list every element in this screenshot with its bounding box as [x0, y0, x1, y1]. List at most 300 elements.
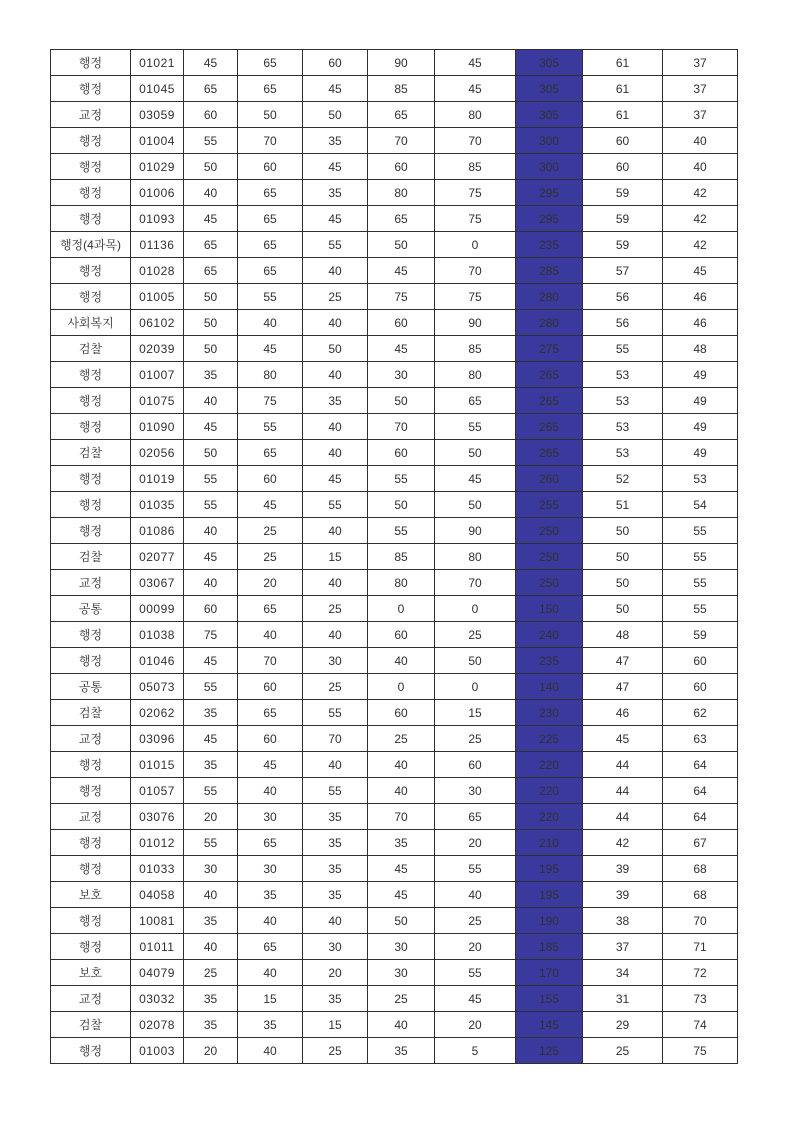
cell-score4: 45	[368, 336, 435, 362]
cell-total: 225	[516, 726, 583, 752]
table-row	[51, 466, 738, 492]
cell-score2: 65	[238, 258, 303, 284]
cell-score3: 35	[303, 128, 368, 154]
cell-average: 56	[583, 284, 663, 310]
table-row	[51, 206, 738, 232]
cell-score1: 20	[184, 1038, 238, 1064]
cell-score3: 35	[303, 804, 368, 830]
cell-score5: 0	[435, 596, 516, 622]
cell-score2: 40	[238, 908, 303, 934]
cell-score3: 45	[303, 154, 368, 180]
table-row	[51, 700, 738, 726]
cell-total: 280	[516, 284, 583, 310]
cell-rank: 55	[663, 570, 738, 596]
cell-average: 50	[583, 518, 663, 544]
table-row	[51, 336, 738, 362]
cell-rank: 55	[663, 596, 738, 622]
cell-rank: 42	[663, 206, 738, 232]
cell-score1: 40	[184, 882, 238, 908]
cell-category: 행정	[51, 908, 131, 934]
cell-exam_no: 01015	[131, 752, 184, 778]
cell-exam_no: 03067	[131, 570, 184, 596]
cell-rank: 63	[663, 726, 738, 752]
cell-score1: 35	[184, 362, 238, 388]
cell-total: 250	[516, 570, 583, 596]
cell-score4: 65	[368, 206, 435, 232]
cell-score2: 70	[238, 128, 303, 154]
cell-rank: 37	[663, 102, 738, 128]
cell-score5: 45	[435, 466, 516, 492]
cell-score5: 45	[435, 50, 516, 76]
cell-score4: 30	[368, 960, 435, 986]
cell-score2: 40	[238, 622, 303, 648]
cell-category: 행정	[51, 414, 131, 440]
cell-rank: 42	[663, 180, 738, 206]
cell-exam_no: 01093	[131, 206, 184, 232]
cell-score4: 0	[368, 596, 435, 622]
cell-score1: 65	[184, 76, 238, 102]
cell-rank: 67	[663, 830, 738, 856]
cell-score3: 40	[303, 414, 368, 440]
cell-average: 50	[583, 570, 663, 596]
cell-score1: 55	[184, 830, 238, 856]
cell-score3: 40	[303, 752, 368, 778]
cell-score3: 30	[303, 648, 368, 674]
cell-score2: 65	[238, 596, 303, 622]
cell-exam_no: 03059	[131, 102, 184, 128]
cell-score3: 35	[303, 882, 368, 908]
cell-average: 31	[583, 986, 663, 1012]
cell-exam_no: 01021	[131, 50, 184, 76]
table-row	[51, 622, 738, 648]
cell-exam_no: 06102	[131, 310, 184, 336]
cell-rank: 40	[663, 154, 738, 180]
cell-total: 305	[516, 76, 583, 102]
cell-rank: 55	[663, 544, 738, 570]
cell-score4: 80	[368, 570, 435, 596]
cell-score1: 45	[184, 544, 238, 570]
cell-score1: 45	[184, 726, 238, 752]
cell-score3: 55	[303, 778, 368, 804]
table-row	[51, 102, 738, 128]
cell-rank: 62	[663, 700, 738, 726]
cell-score2: 65	[238, 830, 303, 856]
cell-total: 235	[516, 232, 583, 258]
table-row	[51, 544, 738, 570]
cell-average: 45	[583, 726, 663, 752]
cell-score3: 40	[303, 518, 368, 544]
cell-score1: 65	[184, 232, 238, 258]
cell-score2: 35	[238, 882, 303, 908]
cell-score4: 25	[368, 726, 435, 752]
cell-average: 61	[583, 76, 663, 102]
cell-exam_no: 01086	[131, 518, 184, 544]
cell-category: 교정	[51, 102, 131, 128]
cell-rank: 37	[663, 50, 738, 76]
cell-score3: 50	[303, 102, 368, 128]
cell-rank: 42	[663, 232, 738, 258]
cell-category: 행정	[51, 856, 131, 882]
cell-score5: 90	[435, 518, 516, 544]
cell-score2: 40	[238, 778, 303, 804]
cell-score3: 30	[303, 934, 368, 960]
cell-category: 행정	[51, 388, 131, 414]
cell-score2: 65	[238, 232, 303, 258]
cell-average: 42	[583, 830, 663, 856]
cell-score2: 45	[238, 336, 303, 362]
cell-score5: 5	[435, 1038, 516, 1064]
cell-score2: 15	[238, 986, 303, 1012]
cell-score5: 85	[435, 154, 516, 180]
cell-rank: 49	[663, 414, 738, 440]
cell-rank: 45	[663, 258, 738, 284]
cell-rank: 68	[663, 856, 738, 882]
cell-score4: 70	[368, 414, 435, 440]
cell-exam_no: 02056	[131, 440, 184, 466]
cell-exam_no: 01033	[131, 856, 184, 882]
cell-total: 190	[516, 908, 583, 934]
cell-score3: 15	[303, 544, 368, 570]
cell-total: 220	[516, 804, 583, 830]
cell-score2: 65	[238, 206, 303, 232]
cell-rank: 53	[663, 466, 738, 492]
cell-score5: 75	[435, 284, 516, 310]
cell-exam_no: 01029	[131, 154, 184, 180]
cell-score1: 40	[184, 934, 238, 960]
cell-score5: 20	[435, 934, 516, 960]
cell-score3: 40	[303, 362, 368, 388]
cell-score3: 20	[303, 960, 368, 986]
cell-score4: 85	[368, 76, 435, 102]
cell-score5: 25	[435, 622, 516, 648]
table-row	[51, 76, 738, 102]
cell-category: 사회복지	[51, 310, 131, 336]
cell-rank: 75	[663, 1038, 738, 1064]
cell-score5: 70	[435, 258, 516, 284]
table-row	[51, 128, 738, 154]
cell-exam_no: 01019	[131, 466, 184, 492]
cell-rank: 54	[663, 492, 738, 518]
cell-score4: 85	[368, 544, 435, 570]
cell-score4: 50	[368, 908, 435, 934]
cell-score2: 25	[238, 518, 303, 544]
cell-score2: 30	[238, 804, 303, 830]
cell-score2: 60	[238, 674, 303, 700]
cell-score1: 55	[184, 466, 238, 492]
cell-score2: 45	[238, 752, 303, 778]
cell-score5: 0	[435, 674, 516, 700]
cell-exam_no: 01003	[131, 1038, 184, 1064]
cell-score1: 50	[184, 336, 238, 362]
cell-total: 210	[516, 830, 583, 856]
score-table	[50, 49, 738, 1064]
cell-score5: 15	[435, 700, 516, 726]
cell-score1: 50	[184, 154, 238, 180]
cell-score2: 20	[238, 570, 303, 596]
cell-score5: 80	[435, 544, 516, 570]
cell-category: 행정	[51, 622, 131, 648]
cell-score2: 65	[238, 76, 303, 102]
cell-average: 60	[583, 154, 663, 180]
cell-score5: 50	[435, 492, 516, 518]
cell-score1: 40	[184, 388, 238, 414]
cell-total: 125	[516, 1038, 583, 1064]
cell-total: 265	[516, 362, 583, 388]
cell-exam_no: 01136	[131, 232, 184, 258]
cell-total: 195	[516, 882, 583, 908]
cell-score1: 60	[184, 596, 238, 622]
cell-score4: 55	[368, 466, 435, 492]
cell-score4: 40	[368, 648, 435, 674]
cell-score3: 50	[303, 336, 368, 362]
cell-score1: 65	[184, 258, 238, 284]
cell-score1: 35	[184, 986, 238, 1012]
cell-average: 47	[583, 648, 663, 674]
cell-score3: 25	[303, 284, 368, 310]
cell-exam_no: 01035	[131, 492, 184, 518]
cell-category: 검찰	[51, 700, 131, 726]
cell-total: 140	[516, 674, 583, 700]
cell-score3: 45	[303, 466, 368, 492]
cell-category: 행정	[51, 830, 131, 856]
cell-average: 44	[583, 752, 663, 778]
table-row	[51, 258, 738, 284]
table-row	[51, 648, 738, 674]
cell-total: 250	[516, 544, 583, 570]
cell-exam_no: 01075	[131, 388, 184, 414]
cell-exam_no: 01012	[131, 830, 184, 856]
cell-exam_no: 10081	[131, 908, 184, 934]
cell-category: 행정	[51, 258, 131, 284]
cell-score3: 45	[303, 206, 368, 232]
cell-exam_no: 01038	[131, 622, 184, 648]
score-table-body	[51, 50, 738, 1064]
cell-score4: 65	[368, 102, 435, 128]
cell-score1: 55	[184, 778, 238, 804]
cell-score2: 40	[238, 960, 303, 986]
cell-score3: 55	[303, 700, 368, 726]
cell-score3: 60	[303, 50, 368, 76]
cell-exam_no: 02039	[131, 336, 184, 362]
cell-total: 295	[516, 180, 583, 206]
cell-rank: 55	[663, 518, 738, 544]
cell-score4: 50	[368, 492, 435, 518]
cell-exam_no: 01011	[131, 934, 184, 960]
cell-score4: 50	[368, 388, 435, 414]
cell-score1: 75	[184, 622, 238, 648]
cell-total: 280	[516, 310, 583, 336]
cell-total: 305	[516, 102, 583, 128]
cell-score5: 70	[435, 128, 516, 154]
cell-score5: 60	[435, 752, 516, 778]
cell-average: 59	[583, 232, 663, 258]
table-row	[51, 388, 738, 414]
table-row	[51, 154, 738, 180]
cell-average: 59	[583, 180, 663, 206]
cell-score4: 60	[368, 154, 435, 180]
cell-score2: 60	[238, 726, 303, 752]
cell-score2: 35	[238, 1012, 303, 1038]
cell-score2: 70	[238, 648, 303, 674]
cell-total: 235	[516, 648, 583, 674]
cell-score1: 25	[184, 960, 238, 986]
cell-average: 44	[583, 778, 663, 804]
cell-score4: 90	[368, 50, 435, 76]
cell-total: 265	[516, 440, 583, 466]
cell-exam_no: 01028	[131, 258, 184, 284]
cell-score4: 70	[368, 128, 435, 154]
cell-exam_no: 01004	[131, 128, 184, 154]
cell-score5: 45	[435, 986, 516, 1012]
cell-exam_no: 02078	[131, 1012, 184, 1038]
cell-score4: 80	[368, 180, 435, 206]
cell-rank: 68	[663, 882, 738, 908]
cell-score2: 60	[238, 154, 303, 180]
cell-score5: 25	[435, 726, 516, 752]
cell-exam_no: 05073	[131, 674, 184, 700]
cell-rank: 72	[663, 960, 738, 986]
cell-exam_no: 04079	[131, 960, 184, 986]
cell-category: 보호	[51, 960, 131, 986]
cell-exam_no: 01090	[131, 414, 184, 440]
cell-score5: 50	[435, 440, 516, 466]
cell-total: 185	[516, 934, 583, 960]
cell-score4: 75	[368, 284, 435, 310]
cell-category: 행정	[51, 76, 131, 102]
table-row	[51, 726, 738, 752]
cell-rank: 37	[663, 76, 738, 102]
cell-score2: 55	[238, 414, 303, 440]
cell-exam_no: 03076	[131, 804, 184, 830]
cell-score5: 90	[435, 310, 516, 336]
table-row	[51, 180, 738, 206]
cell-category: 검찰	[51, 336, 131, 362]
cell-score2: 65	[238, 934, 303, 960]
cell-score3: 40	[303, 258, 368, 284]
cell-total: 300	[516, 154, 583, 180]
table-row	[51, 596, 738, 622]
cell-category: 교정	[51, 726, 131, 752]
cell-score5: 80	[435, 102, 516, 128]
cell-average: 48	[583, 622, 663, 648]
cell-average: 34	[583, 960, 663, 986]
cell-exam_no: 01057	[131, 778, 184, 804]
table-row	[51, 882, 738, 908]
cell-total: 305	[516, 50, 583, 76]
cell-score5: 50	[435, 648, 516, 674]
cell-score1: 40	[184, 518, 238, 544]
cell-average: 53	[583, 388, 663, 414]
cell-total: 220	[516, 752, 583, 778]
cell-category: 행정	[51, 518, 131, 544]
cell-score5: 55	[435, 414, 516, 440]
cell-score2: 60	[238, 466, 303, 492]
cell-average: 61	[583, 50, 663, 76]
cell-total: 255	[516, 492, 583, 518]
cell-category: 행정	[51, 50, 131, 76]
cell-score5: 40	[435, 882, 516, 908]
cell-score4: 60	[368, 700, 435, 726]
cell-score4: 0	[368, 674, 435, 700]
cell-exam_no: 01046	[131, 648, 184, 674]
cell-rank: 59	[663, 622, 738, 648]
cell-score4: 60	[368, 310, 435, 336]
cell-score2: 75	[238, 388, 303, 414]
cell-score3: 55	[303, 232, 368, 258]
cell-score3: 35	[303, 986, 368, 1012]
cell-rank: 73	[663, 986, 738, 1012]
cell-exam_no: 02077	[131, 544, 184, 570]
cell-total: 250	[516, 518, 583, 544]
cell-average: 59	[583, 206, 663, 232]
cell-exam_no: 03032	[131, 986, 184, 1012]
cell-score4: 30	[368, 362, 435, 388]
cell-score3: 55	[303, 492, 368, 518]
cell-score2: 50	[238, 102, 303, 128]
cell-rank: 74	[663, 1012, 738, 1038]
cell-score3: 40	[303, 622, 368, 648]
cell-score2: 80	[238, 362, 303, 388]
cell-category: 행정	[51, 362, 131, 388]
cell-total: 275	[516, 336, 583, 362]
cell-score3: 25	[303, 596, 368, 622]
cell-rank: 64	[663, 778, 738, 804]
cell-score5: 55	[435, 960, 516, 986]
cell-score4: 50	[368, 232, 435, 258]
cell-score1: 55	[184, 674, 238, 700]
cell-total: 265	[516, 388, 583, 414]
cell-exam_no: 00099	[131, 596, 184, 622]
cell-category: 검찰	[51, 1012, 131, 1038]
cell-category: 행정	[51, 284, 131, 310]
cell-score4: 45	[368, 258, 435, 284]
cell-category: 검찰	[51, 544, 131, 570]
cell-score5: 65	[435, 804, 516, 830]
cell-score1: 50	[184, 284, 238, 310]
cell-score4: 25	[368, 986, 435, 1012]
cell-exam_no: 01045	[131, 76, 184, 102]
table-row	[51, 804, 738, 830]
cell-category: 교정	[51, 570, 131, 596]
cell-score5: 80	[435, 362, 516, 388]
cell-average: 39	[583, 856, 663, 882]
cell-score1: 35	[184, 752, 238, 778]
cell-score3: 15	[303, 1012, 368, 1038]
cell-rank: 49	[663, 362, 738, 388]
cell-total: 220	[516, 778, 583, 804]
table-row	[51, 492, 738, 518]
cell-average: 50	[583, 596, 663, 622]
table-row	[51, 232, 738, 258]
cell-category: 행정	[51, 934, 131, 960]
cell-exam_no: 04058	[131, 882, 184, 908]
cell-rank: 60	[663, 674, 738, 700]
cell-exam_no: 01005	[131, 284, 184, 310]
table-row	[51, 856, 738, 882]
cell-total: 240	[516, 622, 583, 648]
cell-score1: 50	[184, 310, 238, 336]
cell-category: 행정(4과목)	[51, 232, 131, 258]
cell-average: 44	[583, 804, 663, 830]
cell-score1: 20	[184, 804, 238, 830]
cell-score5: 75	[435, 180, 516, 206]
cell-score2: 65	[238, 180, 303, 206]
table-row	[51, 362, 738, 388]
cell-score3: 40	[303, 310, 368, 336]
cell-category: 행정	[51, 154, 131, 180]
cell-score1: 55	[184, 128, 238, 154]
cell-average: 38	[583, 908, 663, 934]
